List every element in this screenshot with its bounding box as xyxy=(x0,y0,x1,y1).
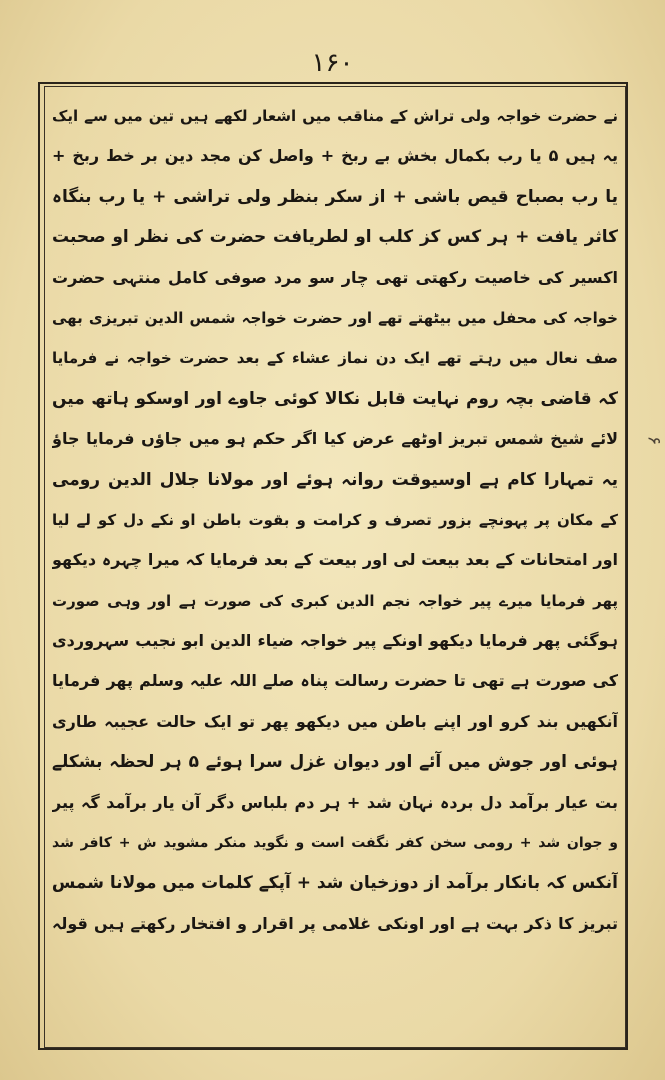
text-line: صف نعال میں رہتے تھے ایک دن نماز عشاء کے بعد حضرت خواجہ نے فرمایا xyxy=(52,349,618,368)
text-line: اور امتحانات کے بعد بیعت لی اور بیعت کے بعد فرمایا کہ میرا چہرہ دیکھو xyxy=(52,550,618,570)
text-line: خواجہ کی محفل میں بیٹھتے تھے اور حضرت خواجہ شمس الدین تبریزی بھی xyxy=(52,308,618,327)
text-line: بت عیار برآمد دل بردہ نہان شد + ہر دم بلباس دگر آن یار برآمد گہ پیر xyxy=(52,792,618,812)
text-line: پھر فرمایا میرے پیر خواجہ نجم الدین کبری کی صورت ہے اور وہی صورت xyxy=(52,591,618,610)
text-line: کے مکان پر پہونچے بزور تصرف و کرامت و بقوت باطن او نکے دل کو لے لیا xyxy=(52,510,618,529)
text-line: یا رب بصباح قیص باشی + از سکر بنظر ولی تراشی + یا رب بنگاہ xyxy=(52,186,618,207)
text-line: تبریز کا ذکر بہت ہے اور اونکی غلامی پر اقرار و افتخار رکھتے ہیں قولہ xyxy=(52,913,618,933)
text-line: کاثر یافت + ہر کس کز کلب او لطریافت حضرت کی نظر او صحبت xyxy=(52,227,618,248)
text-line: یہ ہیں ۵ یا رب بکمال بخش بے ربخ + واصل کن مجد دین بر خط ربخ + xyxy=(52,146,618,166)
text-line: یہ تمہارا کام ہے اوسیوقت روانہ ہوئے اور مولانا جلال الدین رومی xyxy=(52,469,618,490)
text-block xyxy=(52,96,618,1040)
page-number: ۱۶۰ xyxy=(311,48,354,78)
text-line: آنکھیں بند کرو اور اپنے باطن میں دیکھو پھر تو ایک حالت عجیبہ طاری xyxy=(52,711,618,731)
text-line: نے حضرت خواجہ ولی تراش کے مناقب میں اشعار لکھے ہیں تین میں سے ایک xyxy=(52,107,618,125)
margin-note: ۶ xyxy=(643,435,665,446)
text-line: ہوگئی پھر فرمایا دیکھو اونکے پیر خواجہ ضیاء الدین ابو نجیب سہروردی xyxy=(52,631,618,651)
text-line: اکسیر کی خاصیت رکھتی تھی چار سو مرد صوفی کامل منتہی حضرت xyxy=(52,267,618,287)
text-line: و جوان شد + رومی سخن کفر نگفت است و نگوید منکر مشوید ش + کافر شد xyxy=(52,835,618,852)
text-line: ہوئی اور جوش میں آئے اور دیوان غزل سرا ہوئے ۵ ہر لحظہ بشکلے xyxy=(52,752,618,773)
text-line: لائے شیخ شمس تبریز اوٹھے عرض کیا اگر حکم ہو میں جاؤں فرمایا جاؤ xyxy=(52,429,618,449)
text-line: کی صورت ہے تھی تا حضرت رسالت پناہ صلے اللہ علیہ وسلم پھر فرمایا xyxy=(52,671,618,691)
text-line: آنکس کہ بانکار برآمد از دوزخیان شد + آپکے کلمات میں مولانا شمس xyxy=(52,873,618,894)
text-line: کہ قاضی بچہ روم نہایت قابل نکالا کوئی جاوے اور اوسکو ہاتھ میں xyxy=(52,388,618,409)
